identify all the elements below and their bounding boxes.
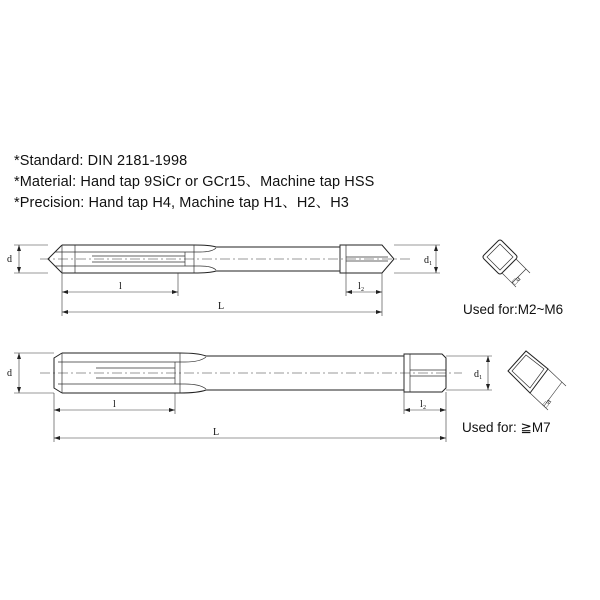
large-tap-d1-label: d₁ — [474, 369, 483, 380]
small-tap-l-label: l — [119, 281, 122, 292]
small-tap-square-label: □a — [510, 274, 523, 287]
large-tap-drawing — [7, 351, 566, 442]
large-tap-d-label: d — [7, 368, 12, 379]
small-tap-l2-label: l₂ — [358, 281, 365, 292]
small-tap-flute — [55, 248, 216, 252]
spec-standard: *Standard: DIN 2181-1998 — [14, 153, 188, 169]
spec-precision: *Precision: Hand tap H4, Machine tap H1、H2、H3 — [14, 195, 349, 211]
small-tap-drawing — [7, 240, 563, 317]
large-tap-L-label: L — [213, 427, 220, 438]
large-tap-l2-label: l₂ — [420, 399, 427, 410]
small-tap-d-label: d — [7, 254, 12, 265]
large-tap-l-label: l — [113, 399, 116, 410]
small-tap-L-label: L — [218, 301, 225, 312]
large-tap-usage: Used for: ≧M7 — [462, 420, 551, 435]
small-tap-shank — [194, 245, 340, 247]
large-tap-square-label: □a — [540, 397, 553, 410]
small-tap-square-section — [483, 240, 530, 287]
large-tap-square-section — [508, 351, 566, 410]
large-tap-flute — [58, 357, 206, 362]
large-tap-shank — [180, 353, 404, 356]
small-tap-usage: Used for:M2~M6 — [463, 302, 564, 317]
spec-material: *Material: Hand tap 9SiCr or GCr15、Machine tap HSS — [14, 174, 375, 190]
small-tap-d1-label: d₁ — [424, 255, 433, 266]
